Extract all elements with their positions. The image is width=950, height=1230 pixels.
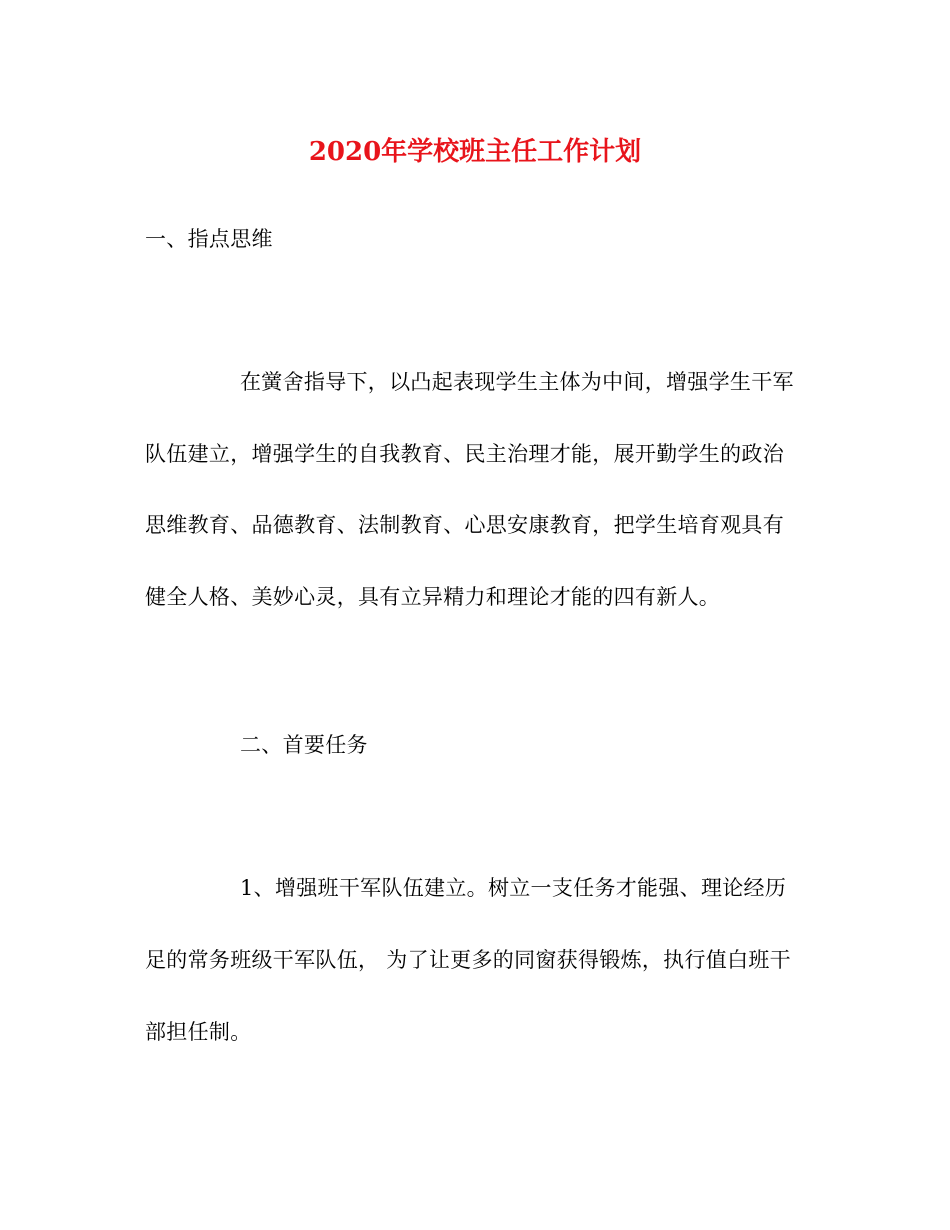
paragraph-1-line-3: 思维教育、品德教育、法制教育、心思安康教育，把学生培育观具有 [145,513,784,537]
paragraph-1-line-2: 队伍建立，增强学生的自我教育、民主治理才能，展开勤学生的政治 [145,442,784,466]
paragraph-2-line-2: 足的常务班级干军队伍， 为了让更多的同窗获得锻炼，执行值白班干 [145,948,791,972]
paragraph-2-line-3: 部担任制。 [145,1020,252,1044]
paragraph-1-line-4: 健全人格、美妙心灵，具有立异精力和理论才能的四有新人。 [145,585,721,609]
paragraph-1-line-1: 在黉舍指导下，以凸起表现学生主体为中间，增强学生干军 [240,370,794,394]
paragraph-2-line-1: 1、增强班干军队伍建立。树立一支任务才能强、理论经历 [240,876,787,900]
section-heading-2: 二、首要任务 [240,733,368,757]
section-heading-1: 一、指点思维 [145,227,273,251]
document-title: 2020年学校班主任工作计划 [308,137,642,167]
